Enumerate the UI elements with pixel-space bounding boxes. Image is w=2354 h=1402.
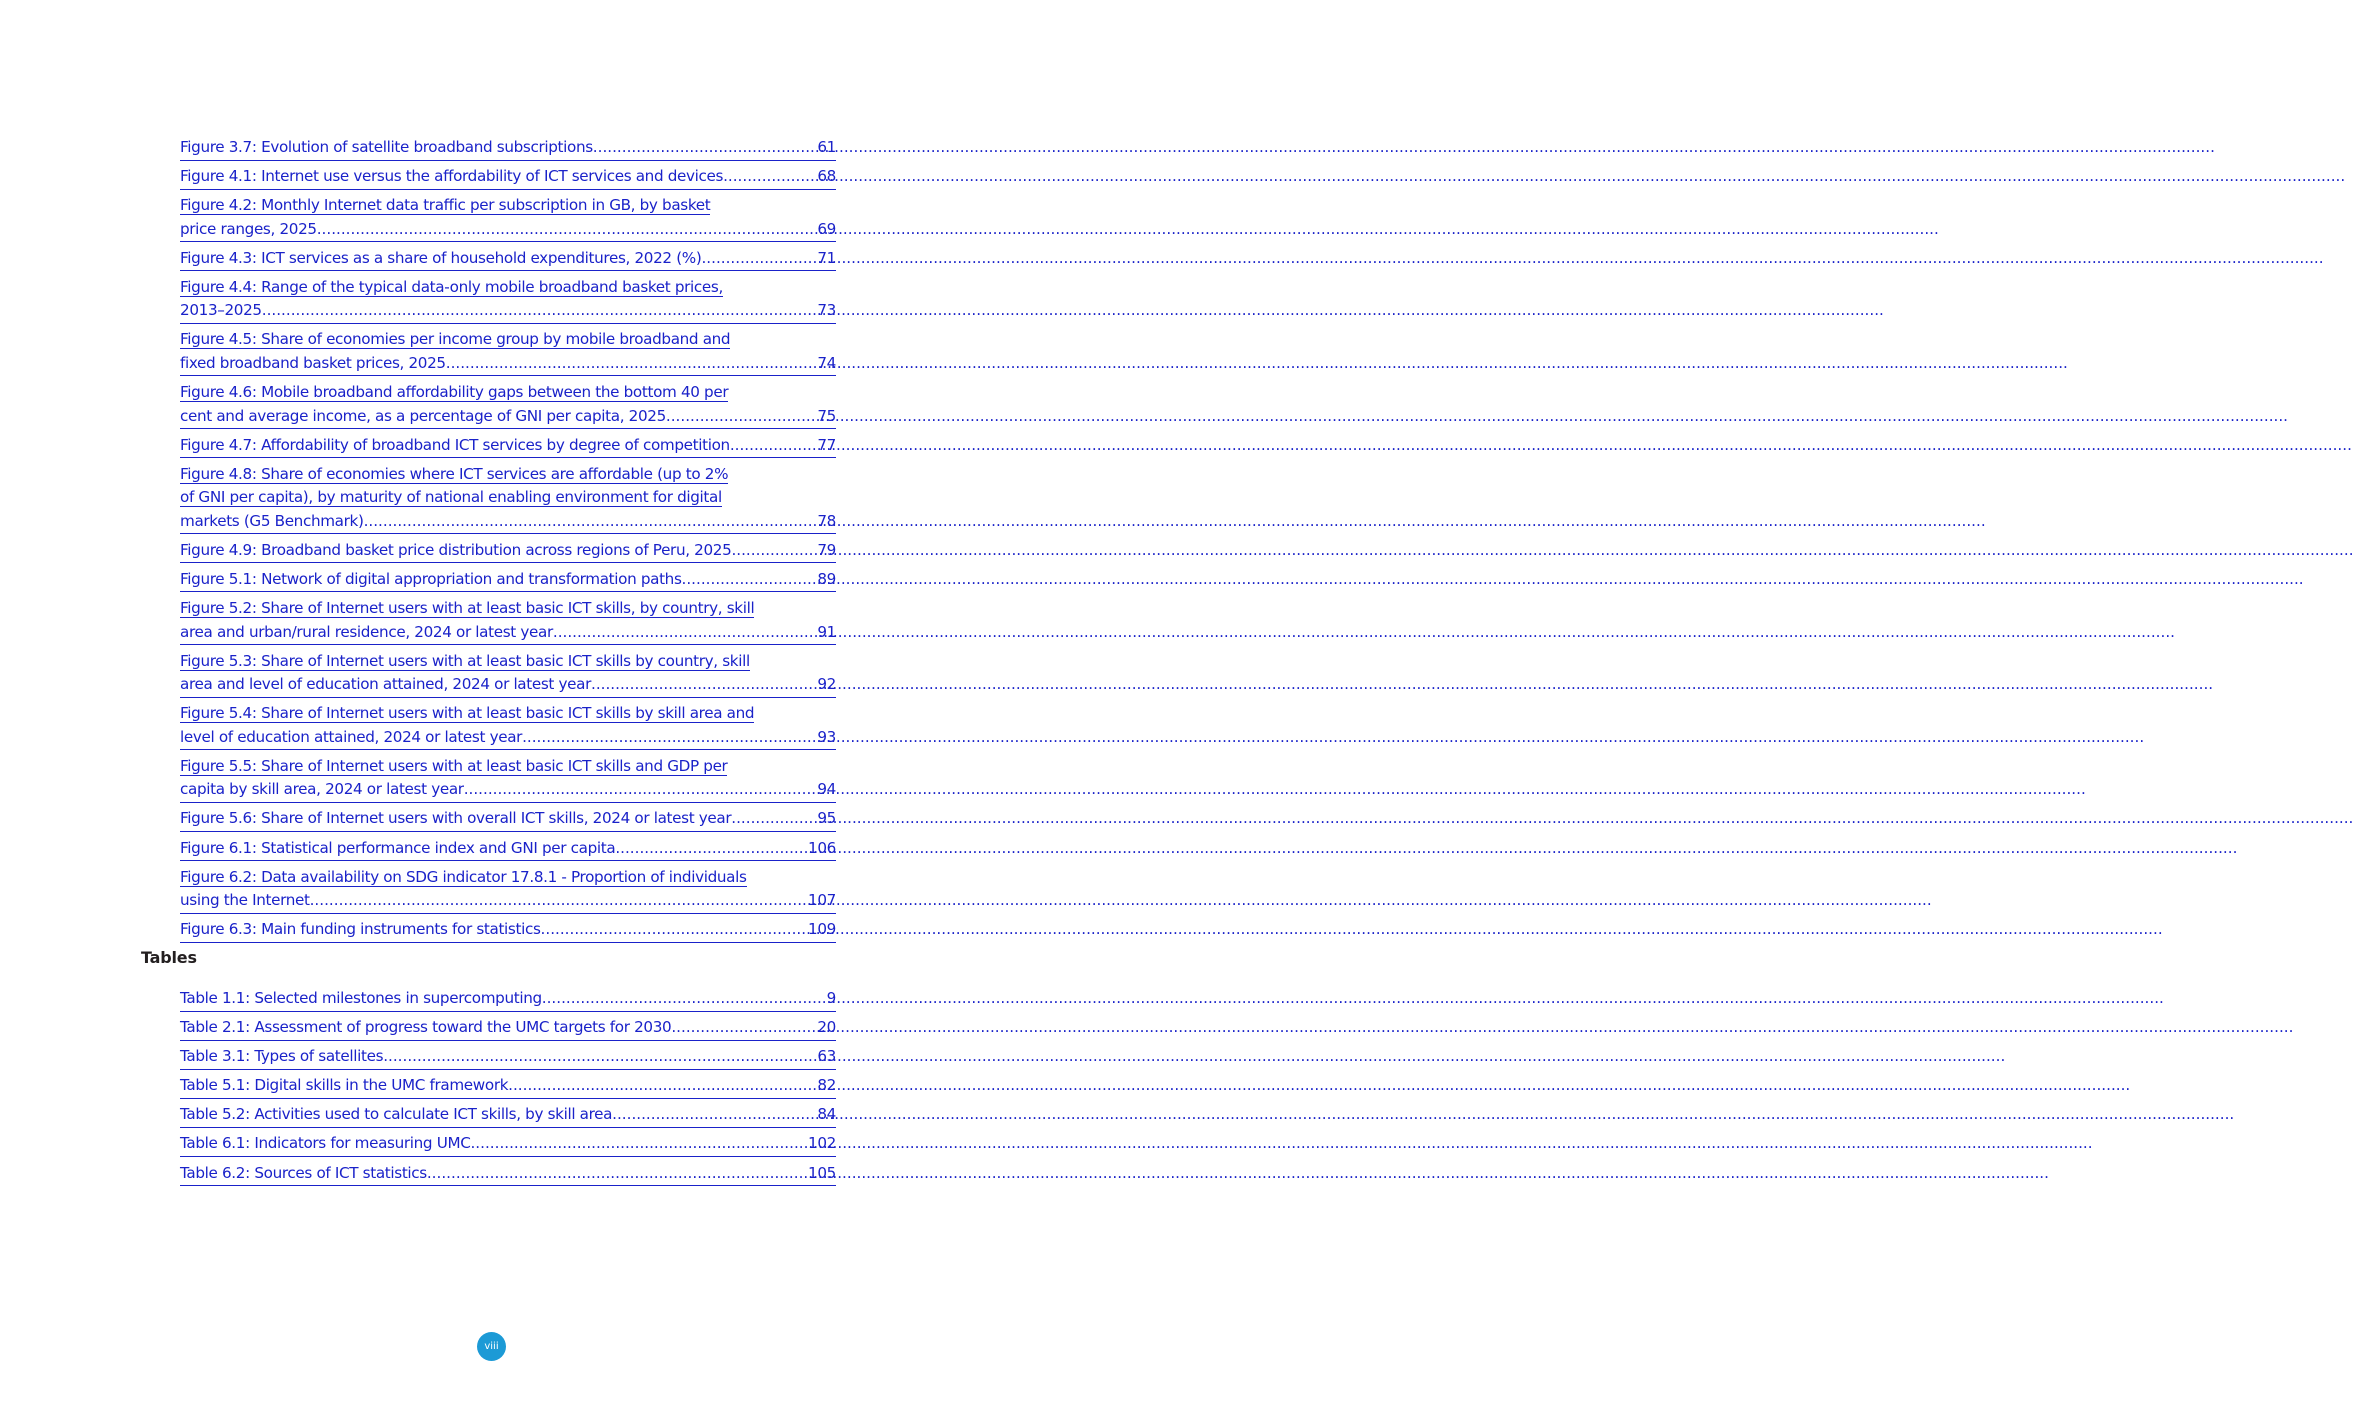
dot-leader — [262, 299, 817, 323]
figure-entry-title: cent and average income, as a percentage of GNI per capita, 2025 — [180, 406, 666, 425]
figure-entry-row — [180, 726, 836, 751]
dot-leader — [464, 778, 817, 802]
figure-entry-link[interactable] — [180, 807, 836, 832]
table-entry-row — [180, 1162, 836, 1187]
dot-leader — [701, 247, 816, 271]
figure-entry-title: Figure 5.6: Share of Internet users with overall ICT skills, 2024 or latest year — [180, 809, 732, 828]
figure-entry-title-text: Figure 4.2: Monthly Internet data traffic per subscription in GB, by basket — [180, 196, 711, 215]
figure-entry-link[interactable] — [180, 328, 836, 376]
figure-entry-title: using the Internet — [180, 891, 310, 910]
figure-entry-page-number: 73 — [817, 301, 836, 320]
dot-leader — [541, 918, 808, 942]
figure-entry-row — [180, 165, 836, 190]
figure-entry-row — [180, 539, 836, 564]
dot-leader — [666, 405, 816, 429]
figure-entry-link[interactable] — [180, 702, 836, 750]
figure-entry-page-number: 93 — [817, 727, 836, 746]
figure-entry-title: Figure 4.1: Internet use versus the affordability of ICT services and devices — [180, 167, 724, 186]
dot-leader — [446, 352, 817, 376]
figure-entry-page-number: 92 — [817, 675, 836, 694]
figure-entry-title: Figure 5.1: Network of digital appropriation and transformation paths — [180, 569, 682, 588]
table-entry-row — [180, 1016, 836, 1041]
table-entry-link[interactable] — [180, 1016, 836, 1041]
figure-entry-link[interactable] — [180, 434, 836, 459]
figure-entry-row — [180, 405, 836, 430]
figure-entry-title: Figure 3.7: Evolution of satellite broadband subscriptions — [180, 138, 593, 156]
figure-entry-title: area and level of education attained, 2024 or latest year — [180, 675, 591, 694]
table-entry-page-number: 82 — [817, 1076, 836, 1095]
figure-entry-link[interactable] — [180, 866, 836, 914]
figure-entry-title-text: Figure 6.2: Data availability on SDG indicator 17.8.1 - Proportion of individuals — [180, 867, 747, 886]
figure-entry-page-number: 75 — [817, 406, 836, 425]
figure-entry-title-line — [180, 866, 836, 890]
figure-entry-title-line — [180, 276, 836, 300]
figure-entry-page-number: 78 — [817, 511, 836, 530]
table-entry-page-number: 20 — [817, 1018, 836, 1037]
figure-entry-title-line — [180, 486, 836, 510]
figure-entry-title-line — [180, 194, 836, 218]
figure-entry-title-text: Figure 4.5: Share of economies per income group by mobile broadband and — [180, 330, 731, 349]
figure-entry-row — [180, 136, 836, 161]
figure-entry-page-number: 68 — [817, 167, 836, 186]
figure-entry-title: Figure 6.1: Statistical performance index and GNI per capita — [180, 838, 616, 857]
figure-entry-title: 2013–2025 — [180, 301, 262, 320]
dot-leader — [470, 1132, 807, 1156]
dot-leader — [682, 568, 817, 592]
table-entry-page-number: 84 — [817, 1105, 836, 1124]
table-entry-title: Table 3.1: Types of satellites — [180, 1047, 384, 1066]
figure-entry-title: price ranges, 2025 — [180, 219, 317, 238]
table-entry-link[interactable] — [180, 1162, 836, 1187]
figure-entry-title-line — [180, 328, 836, 352]
figure-entry-page-number: 107 — [808, 891, 836, 910]
figure-entry-row — [180, 247, 836, 272]
dot-leader — [427, 1162, 807, 1186]
dot-leader — [671, 1016, 816, 1040]
figure-entry-row — [180, 299, 836, 324]
table-entry-link[interactable] — [180, 1074, 836, 1099]
figure-entry-link[interactable] — [180, 539, 836, 564]
table-entry-title: Table 5.2: Activities used to calculate ICT skills, by skill area — [180, 1105, 613, 1124]
figure-entry-title-text: of GNI per capita), by maturity of national enabling environment for digital — [180, 488, 722, 507]
figure-entry-link[interactable] — [180, 650, 836, 698]
figure-entry-page-number: 77 — [817, 435, 836, 454]
figure-entry-row — [180, 434, 836, 459]
dot-leader — [522, 726, 816, 750]
dot-leader — [553, 621, 816, 645]
figure-entry-title-line — [180, 755, 836, 779]
figure-entry-page-number: 71 — [817, 248, 836, 267]
table-entry-row — [180, 1045, 836, 1070]
table-entry-row — [180, 1074, 836, 1099]
table-entry-row — [180, 987, 836, 1012]
figure-entry-title: capita by skill area, 2024 or latest year — [180, 780, 464, 799]
table-entry-title: Table 1.1: Selected milestones in supercomputing — [180, 989, 542, 1007]
figure-entry-link[interactable] — [180, 463, 836, 535]
dot-leader — [723, 165, 816, 189]
table-entry-title: Table 2.1: Assessment of progress toward the UMC targets for 2030 — [180, 1018, 672, 1037]
figure-entry-row — [180, 918, 836, 943]
figure-entry-row — [180, 352, 836, 377]
figure-entry-title-text: Figure 5.5: Share of Internet users with at least basic ICT skills and GDP per — [180, 756, 728, 775]
figure-entry-page-number: 109 — [808, 920, 836, 939]
figure-entry-link[interactable] — [180, 276, 836, 324]
figure-entry-row — [180, 510, 836, 535]
table-entry-page-number: 102 — [808, 1134, 836, 1153]
figure-entry-link[interactable] — [180, 165, 836, 190]
dot-leader — [612, 1103, 816, 1127]
figure-entry-title-line — [180, 650, 836, 674]
tables-heading: Tables — [141, 948, 197, 967]
figure-entry-title: fixed broadband basket prices, 2025 — [180, 353, 446, 372]
table-entry-row — [180, 1132, 836, 1157]
dot-leader — [383, 1045, 816, 1069]
dot-leader — [730, 434, 817, 458]
dot-leader — [731, 807, 816, 831]
table-entry-link[interactable] — [180, 1132, 836, 1157]
figure-entry-title-text: Figure 4.8: Share of economies where ICT services are affordable (up to 2% — [180, 464, 729, 483]
figure-entry-page-number: 95 — [817, 809, 836, 828]
figure-entry-title: markets (G5 Benchmark) — [180, 511, 364, 530]
figure-entry-row — [180, 837, 836, 862]
figure-entry-title: Figure 6.3: Main funding instruments for statistics — [180, 920, 541, 939]
figure-entry-link[interactable] — [180, 194, 836, 242]
table-entry-link[interactable] — [180, 1103, 836, 1128]
figure-entry-page-number: 61 — [817, 138, 836, 156]
table-entry-title: Table 5.1: Digital skills in the UMC framework — [180, 1076, 509, 1095]
dot-leader — [731, 539, 816, 563]
figure-entry-title: Figure 4.7: Affordability of broadband ICT services by degree of competition — [180, 435, 730, 454]
table-entry-page-number: 105 — [808, 1163, 836, 1182]
document-page — [0, 0, 992, 1402]
figure-entry-link[interactable] — [180, 597, 836, 645]
figure-entry-page-number: 74 — [817, 353, 836, 372]
figure-entry-link[interactable] — [180, 568, 836, 593]
dot-leader — [317, 218, 817, 242]
figure-entry-page-number: 94 — [817, 780, 836, 799]
list-of-tables — [180, 987, 836, 1191]
figure-entry-link[interactable] — [180, 918, 836, 943]
figure-entry-row — [180, 673, 836, 698]
table-entry-link[interactable] — [180, 987, 836, 1012]
figure-entry-link[interactable] — [180, 136, 836, 161]
figure-entry-link[interactable] — [180, 755, 836, 803]
figure-entry-title-text: Figure 5.3: Share of Internet users with at least basic ICT skills by country, skill — [180, 651, 750, 670]
page-number-badge: viii — [477, 1332, 506, 1361]
list-of-figures — [180, 136, 836, 947]
figure-entry-title-line — [180, 702, 836, 726]
dot-leader — [364, 510, 817, 534]
figure-entry-page-number: 89 — [817, 569, 836, 588]
dot-leader — [615, 837, 807, 861]
figure-entry-page-number: 79 — [817, 540, 836, 559]
figure-entry-row — [180, 218, 836, 243]
figure-entry-title: Figure 4.9: Broadband basket price distribution across regions of Peru, 2025 — [180, 540, 732, 559]
dot-leader — [508, 1074, 816, 1098]
figure-entry-row — [180, 621, 836, 646]
table-entry-page-number: 63 — [817, 1047, 836, 1066]
figure-entry-title-text: Figure 5.4: Share of Internet users with at least basic ICT skills by skill area and — [180, 704, 755, 723]
dot-leader — [593, 136, 817, 160]
figure-entry-title-text: Figure 5.2: Share of Internet users with at least basic ICT skills, by country, skill — [180, 599, 755, 618]
figure-entry-title-text: Figure 4.6: Mobile broadband affordability gaps between the bottom 40 per — [180, 383, 729, 402]
figure-entry-link[interactable] — [180, 247, 836, 272]
figure-entry-title-line — [180, 381, 836, 405]
dot-leader — [591, 673, 816, 697]
table-entry-link[interactable] — [180, 1045, 836, 1070]
table-entry-page-number: 9 — [826, 989, 836, 1007]
table-entry-title: Table 6.1: Indicators for measuring UMC — [180, 1134, 471, 1153]
figure-entry-link[interactable] — [180, 837, 836, 862]
figure-entry-row — [180, 778, 836, 803]
figure-entry-page-number: 91 — [817, 622, 836, 641]
figure-entry-page-number: 106 — [808, 838, 836, 857]
figure-entry-title-text: Figure 4.4: Range of the typical data-only mobile broadband basket prices, — [180, 277, 723, 296]
figure-entry-row — [180, 889, 836, 914]
figure-entry-title: area and urban/rural residence, 2024 or latest year — [180, 622, 553, 641]
table-entry-title: Table 6.2: Sources of ICT statistics — [180, 1163, 427, 1182]
dot-leader — [542, 987, 826, 1011]
table-entry-row — [180, 1103, 836, 1128]
figure-entry-row — [180, 568, 836, 593]
figure-entry-title-line — [180, 597, 836, 621]
dot-leader — [310, 889, 807, 913]
figure-entry-title: level of education attained, 2024 or latest year — [180, 727, 523, 746]
figure-entry-title-line — [180, 463, 836, 487]
figure-entry-page-number: 69 — [817, 219, 836, 238]
figure-entry-row — [180, 807, 836, 832]
figure-entry-link[interactable] — [180, 381, 836, 429]
figure-entry-title: Figure 4.3: ICT services as a share of household expenditures, 2022 (%) — [180, 248, 702, 267]
